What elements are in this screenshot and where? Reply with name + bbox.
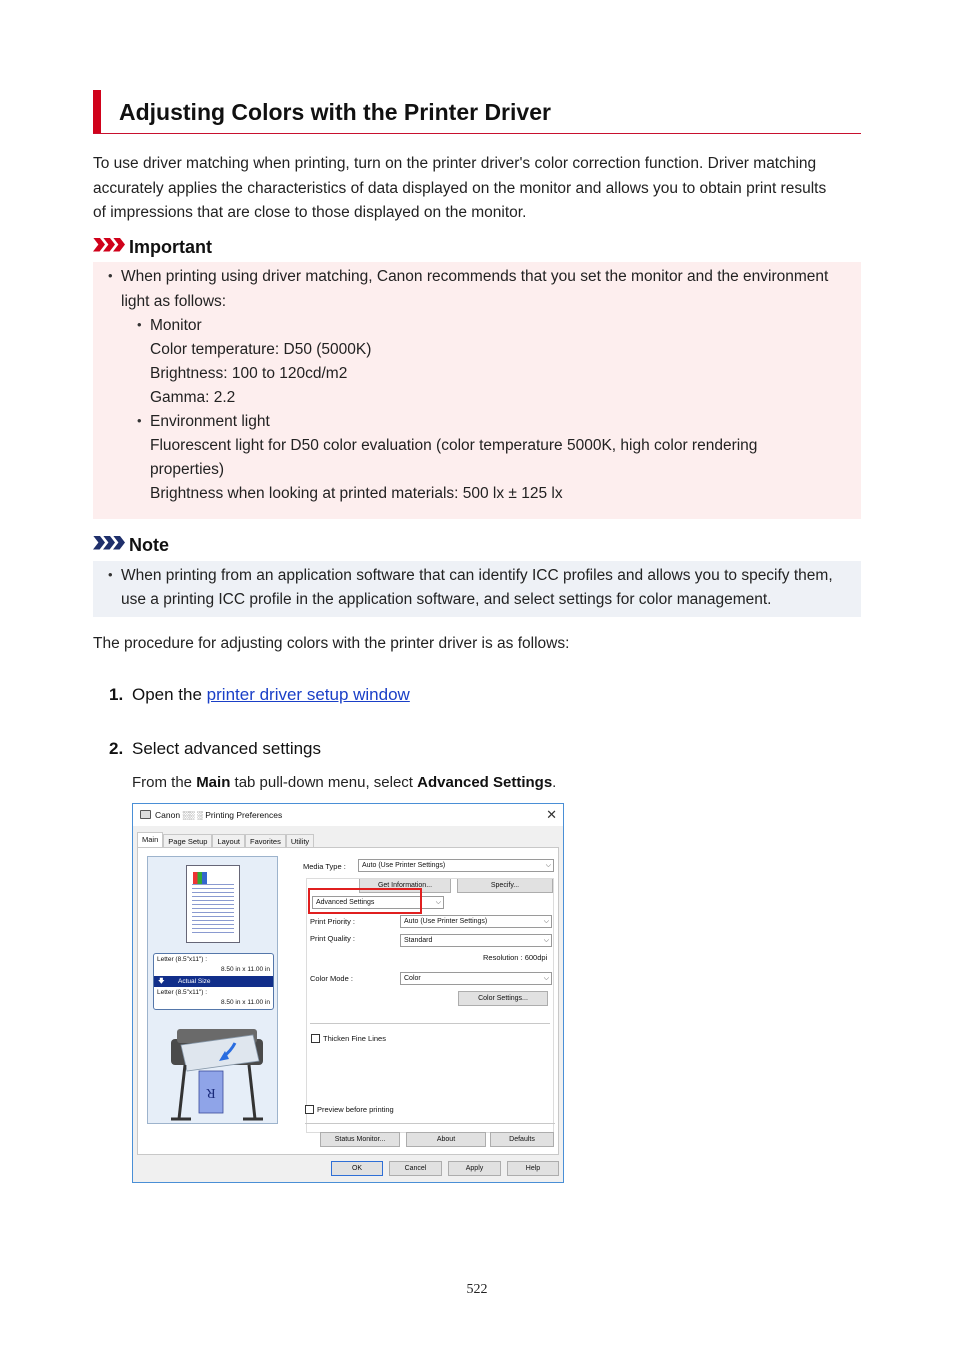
procedure-intro: The procedure for adjusting colors with the printer driver is as follows: xyxy=(93,635,570,652)
chevron-down-icon: ⌵ xyxy=(435,899,441,906)
detail-advanced-settings: Advanced Settings xyxy=(417,774,553,791)
printer-driver-setup-link[interactable]: printer driver setup window xyxy=(206,685,410,704)
size-line: 8.50 in x 11.00 in xyxy=(220,966,270,973)
actual-size-label: Actual Size xyxy=(178,978,211,985)
ok-button[interactable]: OK xyxy=(331,1161,383,1176)
important-line: Fluorescent light for D50 color evaluation (color temperature 5000K, high color rendering xyxy=(150,437,758,454)
resolution-text: Resolution : 600dpi xyxy=(483,953,548,962)
step-number: 1. xyxy=(109,685,124,704)
media-type-value: Auto (Use Printer Settings) xyxy=(362,862,446,869)
chevron-down-icon: ⌵ xyxy=(543,937,549,944)
important-line: Color temperature: D50 (5000K) xyxy=(150,341,372,358)
note-chevron-icon xyxy=(93,536,123,555)
tab-favorites[interactable]: Favorites xyxy=(245,834,286,848)
bullet: • xyxy=(137,413,142,428)
note-line: When printing from an application software that can identify ICC profiles and allows you to specify them, xyxy=(121,567,833,584)
divider xyxy=(305,1123,555,1124)
bullet: • xyxy=(108,268,113,283)
size-line: 8.50 in x 11.00 in xyxy=(220,999,270,1006)
tab-main[interactable]: Main xyxy=(137,832,163,848)
intro-line-1: To use driver matching when printing, turn on the printer driver's color correction function. Driver matching xyxy=(93,155,817,172)
step-number: 2. xyxy=(109,739,124,758)
important-line: light as follows: xyxy=(121,293,227,310)
dialog-titlebar xyxy=(133,804,563,826)
paper-size-summary xyxy=(153,953,274,1010)
close-icon[interactable]: ✕ xyxy=(546,807,557,822)
page-thumbnail xyxy=(186,865,240,943)
important-line: Monitor xyxy=(150,317,202,334)
chevron-down-icon: ⌵ xyxy=(543,975,549,982)
detail-text: . xyxy=(552,774,557,791)
down-arrow-icon: 🡇 xyxy=(158,978,165,985)
color-mode-label: Color Mode : xyxy=(310,974,353,983)
tab-layout[interactable]: Layout xyxy=(212,834,245,848)
important-line: Brightness: 100 to 120cd/m2 xyxy=(150,365,348,382)
bullet: • xyxy=(137,317,142,332)
print-quality-label: Print Quality : xyxy=(310,934,356,943)
thicken-fine-lines-label: Thicken Fine Lines xyxy=(323,1034,386,1043)
note-heading xyxy=(93,534,169,556)
printer-icon xyxy=(140,810,151,819)
important-heading xyxy=(93,236,212,258)
print-preview-pane xyxy=(147,856,278,1124)
thumbnail-lines xyxy=(192,884,234,936)
important-line: Gamma: 2.2 xyxy=(150,389,236,406)
chevron-down-icon: ⌵ xyxy=(545,862,551,869)
title-accent-bar xyxy=(93,90,101,133)
important-label: Important xyxy=(129,236,212,257)
page-number: 522 xyxy=(466,1282,488,1297)
important-box xyxy=(93,262,861,519)
step-2-text: Select advanced settings xyxy=(132,739,322,758)
preview-before-printing-checkbox[interactable] xyxy=(305,1105,314,1114)
sheet-letter: R xyxy=(206,1085,216,1100)
important-chevron-icon xyxy=(93,238,123,257)
get-information-button[interactable]: Get Information... xyxy=(359,878,451,893)
step-2-detail xyxy=(132,774,556,791)
large-format-printer-icon xyxy=(163,1021,268,1125)
step-1-prefix: Open the xyxy=(132,685,207,704)
important-line: properties) xyxy=(150,461,225,478)
dialog-tabs xyxy=(137,832,314,848)
detail-text: tab pull-down menu, select xyxy=(230,774,418,791)
tab-utility[interactable]: Utility xyxy=(286,834,314,848)
status-monitor-button[interactable]: Status Monitor... xyxy=(320,1132,400,1147)
intro-line-2: accurately applies the characteristics of data displayed on the monitor and allows you to obtain print results xyxy=(93,180,827,197)
chevron-down-icon: ⌵ xyxy=(543,918,549,925)
note-label: Note xyxy=(129,534,169,555)
step-1-text xyxy=(132,685,410,705)
help-button[interactable]: Help xyxy=(507,1161,559,1176)
main-tab-panel xyxy=(137,847,559,1155)
detail-main: Main xyxy=(196,774,231,791)
print-priority-label: Print Priority : xyxy=(310,917,356,926)
cancel-button[interactable]: Cancel xyxy=(389,1161,442,1176)
defaults-button[interactable]: Defaults xyxy=(490,1132,554,1147)
print-mode-value: Advanced Settings xyxy=(316,899,375,906)
important-line: When printing using driver matching, Canon recommends that you set the monitor and the environment xyxy=(121,268,829,285)
dialog-title: Canon ░░ ░ Printing Preferences xyxy=(155,810,283,820)
important-line: Environment light xyxy=(150,413,270,430)
size-line: Letter (8.5"x11") : xyxy=(157,956,208,963)
actual-size-row xyxy=(154,976,273,987)
media-type-label: Media Type : xyxy=(303,862,346,871)
print-priority-value: Auto (Use Printer Settings) xyxy=(404,918,488,925)
settings-group-frame xyxy=(306,878,554,1133)
thumbnail-image xyxy=(193,872,207,884)
about-button[interactable]: About xyxy=(406,1132,486,1147)
color-settings-button[interactable]: Color Settings... xyxy=(458,991,548,1006)
detail-text: From the xyxy=(132,774,197,791)
printing-preferences-dialog xyxy=(132,803,564,1183)
specify-button[interactable]: Specify... xyxy=(457,878,553,893)
important-line: Brightness when looking at printed materials: 500 lx ± 125 lx xyxy=(150,485,563,502)
bullet: • xyxy=(108,567,113,582)
apply-button[interactable]: Apply xyxy=(448,1161,501,1176)
page-title-block xyxy=(93,90,861,134)
preview-before-printing-label: Preview before printing xyxy=(317,1105,394,1114)
size-line: Letter (8.5"x11") : xyxy=(157,989,208,996)
tab-page-setup[interactable]: Page Setup xyxy=(163,834,212,848)
note-box xyxy=(93,561,861,617)
color-mode-value: Color xyxy=(404,975,421,982)
page-title: Adjusting Colors with the Printer Driver xyxy=(119,99,551,125)
note-line: use a printing ICC profile in the application software, and select settings for color management. xyxy=(121,591,772,608)
intro-line-3: of impressions that are close to those displayed on the monitor. xyxy=(93,204,527,221)
media-type-select[interactable] xyxy=(358,859,554,872)
print-quality-value: Standard xyxy=(404,937,433,944)
